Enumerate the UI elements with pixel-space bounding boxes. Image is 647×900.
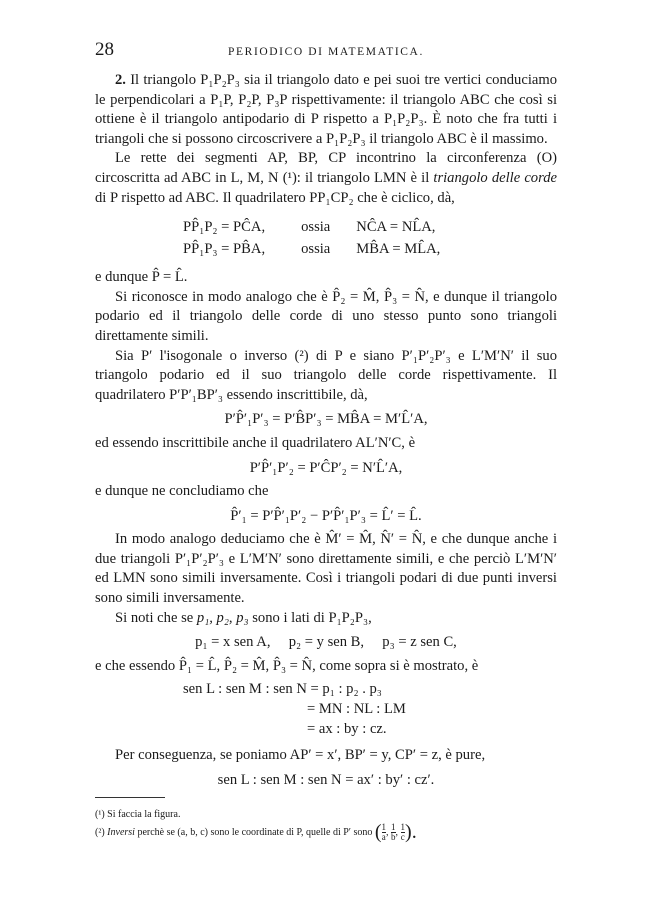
equation-line: sen L : sen M : sen N = p₁ : p₂ . p₃ [183, 681, 382, 698]
article-body [95, 71, 557, 795]
paragraph-text: Si noti che se [115, 609, 197, 626]
paragraph-text: di P rispetto ad ABC. Il quadrilatero PP₁CP₂ che è ciclico, dà, [95, 189, 455, 206]
fraction-numerator: 1 [391, 822, 396, 832]
footnote-2 [95, 823, 557, 842]
paragraph-text: Le rette dei segmenti AP, BP, CP incontrino la circonferenza (O) circoscritta ad ABC in L, M, N (¹): il triangolo LMN è il [95, 150, 557, 186]
italic-term: triangolo delle corde [433, 169, 558, 186]
paragraph-chords [95, 149, 557, 208]
paren-open: ( [374, 821, 382, 843]
paragraph-text: sono i lati di P₁P₂P₃, [248, 609, 372, 626]
section-number: 2. [115, 72, 126, 88]
paren-close: ). [405, 821, 417, 843]
footnote-marker: (²) [95, 826, 108, 838]
fraction-denominator: a [381, 832, 386, 842]
equation-sines [95, 680, 557, 740]
separator: , [395, 826, 399, 838]
paragraph-analogous: Si riconosce in modo analogo che è P̂₂ = M̂, P̂₃ = N̂, e dunque il triangolo podario ed il triangolo delle corde di uno stesso punto sono triangoli direttamente simili. [95, 288, 557, 344]
page-number: 28 [95, 39, 114, 60]
footnote-text: perchè se (a, b, c) sono le coordinate di P, quelle di P′ sono [134, 826, 373, 838]
equation-right: MB̂A = ML̂A, [356, 241, 441, 258]
paragraph-inscribed: ed essendo inscrittibile anche il quadrilatero AL′N′C, è [95, 434, 416, 451]
equation-right: NĈA = NL̂A, [356, 219, 436, 236]
paragraph-inverse-similar: In modo analogo deduciamo che è M̂′ = M̂, N̂′ = N̂, e che dunque anche i due triangoli P′₁P′₂P′₃ e L′M′N′ sono direttamente simili, e che perciò L′M′N′ ed LMN sono simili inversamente. Così i triangoli podari di due punti inversi sono simili inversamente. [95, 531, 557, 607]
paragraph-section-2 [95, 71, 557, 149]
running-title: PERIODICO DI MATEMATICA. [228, 46, 424, 58]
equation-left: PP̂₁P₂ = PĈA, [183, 219, 266, 236]
paragraph-sides [95, 609, 557, 629]
paragraph-isogonal: Sia P′ l'isogonale o inverso (²) di P e siano P′₁P′₂P′₃ e L′M′N′ il suo triangolo podario ed il suo triangolo delle corde rispettivamente. Il quadrilatero P′P′₁BP′₃ essendo inscrittibile, dà, [95, 347, 557, 403]
paragraph-conclude: e dunque ne concludiamo che [95, 483, 269, 500]
equation-row [183, 239, 440, 261]
equation-line: = ax : by : cz. [307, 721, 387, 738]
fraction-numerator: 1 [381, 822, 387, 832]
equation-connector: ossia [301, 219, 331, 236]
paragraph-shown: e che essendo P̂₁ = L̂, P̂₂ = M̂, P̂₃ = N̂, come sopra si è mostrato, è [95, 657, 479, 674]
separator: , [386, 826, 389, 838]
footnote-1: (¹) Si faccia la figura. [95, 809, 181, 820]
fraction-denominator: b [391, 832, 396, 842]
fraction-numerator: 1 [400, 822, 406, 832]
equation-line: = MN : NL : LM [307, 701, 406, 718]
footnote-divider [95, 797, 165, 798]
equation-difference: P̂′₁ = P′P̂′₁P′₂ − P′P̂′₁P′₃ = L̂′ = L̂. [230, 507, 422, 524]
paragraph-text: Il triangolo P₁P₂P₃ sia il triangolo dato e pei suoi tre vertici conduciamo le perpendicolari a P₁P, P₂P, P₃P rispettivamente: il triangolo ABC che così si ottiene è il triangolo antipodario di P rispetto a P₁P₂P₃. È noto che fra tutti i triangoli che si possono circoscrivere a P₁P₂P₃ il triangolo ABC è il massimo. [95, 72, 557, 147]
equation-left: PP̂₁P₃ = PB̂A, [183, 241, 266, 258]
paragraph-consequence: Per conseguenza, se poniamo AP′ = x′, BP′ = y, CP′ = z, è pure, [115, 747, 486, 764]
footnotes [95, 797, 557, 842]
equation-row [183, 217, 440, 239]
equation-inscribed-1: P′P̂′₁P′₃ = P′B̂P′₃ = MB̂A = M′L̂′A, [224, 411, 428, 428]
equation-angles [183, 217, 440, 261]
page-header [95, 40, 557, 64]
equation-sines-prime: sen L : sen M : sen N = ax′ : by′ : cz′. [217, 772, 435, 789]
equation-sides: p₁ = x sen A, p₂ = y sen B, p₃ = z sen C, [195, 634, 457, 651]
italic-term: Inversi [107, 826, 135, 838]
equation-connector: ossia [301, 241, 331, 258]
italic-vars: p₁, p₂, p₃ [196, 609, 249, 626]
fraction-denominator: c [400, 832, 405, 842]
equation-inscribed-2: P′P̂′₁P′₂ = P′ĈP′₂ = N′L̂′A, [249, 459, 403, 476]
paragraph-conclusion: e dunque P̂ = L̂. [95, 269, 188, 286]
